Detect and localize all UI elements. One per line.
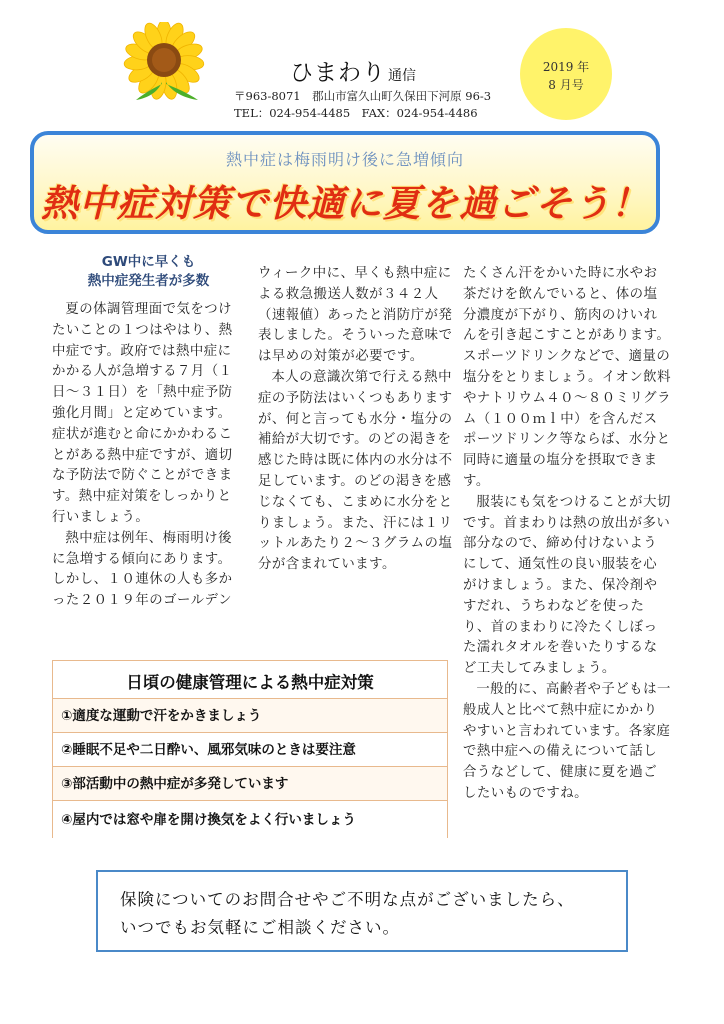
tip-item: ②睡眠不足や二日酔い、風邪気味のときは要注意 xyxy=(53,732,447,767)
article-column-2 xyxy=(258,264,454,576)
contact-line-1: 保険についてのお問合せやご不明な点がございましたら、 xyxy=(120,890,575,909)
tip-item: ③部活動中の熱中症が多発しています xyxy=(53,766,447,801)
paragraph: 夏の体調管理面で気をつけたいことの１つはやはり、熱中症です。政府では熱中症にかかる人が急増する７月（１日〜３１日）を「熱中症予防強化月間」と定めています。症状が進むと命にかかわることがある熱中症ですが、適切な予防法で防ぐことができます。熱中症対策をしっかりと行いましょう。 xyxy=(52,302,233,525)
tips-box xyxy=(52,660,448,838)
issue-year: 2019 年 xyxy=(542,60,590,74)
paragraph: ウィーク中に、早くも熱中症による救急搬送人数が３４２人（速報値）あったと消防庁が発表しました。そういった意味では早めの対策が必要です。 xyxy=(258,266,453,365)
article-heading-line2: 熱中症発生者が多数 xyxy=(87,273,210,289)
headline-banner xyxy=(30,131,660,234)
newsletter-title-suffix: 通信 xyxy=(388,68,416,84)
paragraph: 一般的に、高齢者や子どもは一般成人と比べて熱中症にかかりやすいと言われています。各家庭で熱中症への備えについて話し合うなどして、健康に夏を過ごしたいものですね。 xyxy=(463,681,671,801)
paragraph: たくさん汗をかいた時に水やお茶だけを飲んでいると、体の塩分濃度が下がり、筋肉のけいれんを引き起こすことがあります。スポーツドリンクなどで、適量の塩分をとりましょう。イオン飲料やナトリウム４０〜８０ミリグラム（１００ｍｌ中）を含んだスポーツドリンク等ならば、水分と同時に適量の塩分を摂取できます。 xyxy=(463,266,671,489)
article-column-1 xyxy=(52,300,245,612)
paragraph: 服装にも気をつけることが大切です。首まわりは熱の放出が多い部分なので、締め付けないようにして、通気性の良い服装を心がけましょう。また、保冷剤やすだれ、うちわなどを使ったり、首のまわりに冷たくしぼった濡れタオルを巻いたりするなど工夫してみましょう。 xyxy=(463,494,671,677)
article-heading xyxy=(52,253,245,291)
issue-badge xyxy=(520,28,612,120)
paragraph: 本人の意識次第で行える熱中症の予防法はいくつもありますが、何と言っても水分・塩分の補給が大切です。のどの渇きを感じた時は既に体内の水分は不足しています。のどの渇きを感じなくても、こまめに水分をとりましょう。また、汗には１リットルあたり２〜３グラムの塩分が含まれています。 xyxy=(258,369,453,573)
contact-box xyxy=(96,870,628,952)
banner-headline: 熱中症対策で快適に夏を過ごそう！ xyxy=(41,182,649,225)
address-line: 〒963-8071 郡山市富久山町久保田下河原 96-3 xyxy=(234,89,492,103)
banner-subtitle: 熱中症は梅雨明け後に急増傾向 xyxy=(225,150,464,169)
newsletter-name: ひまわり xyxy=(290,60,386,86)
newsletter-title xyxy=(290,54,416,87)
paragraph: 熱中症は例年、梅雨明け後に急増する傾向にあります。しかし、１０連休の人も多かった２０１９年のゴールデン xyxy=(52,530,233,609)
contact-line-2: いつでもお気軽にご相談ください。 xyxy=(120,918,400,937)
tips-title: 日頃の健康管理による熱中症対策 xyxy=(126,673,374,692)
phone-fax-line: TEL：024-954-4485 FAX：024-954-4486 xyxy=(234,106,478,120)
sunflower-logo-icon xyxy=(118,22,210,110)
article-column-3 xyxy=(463,264,671,805)
issue-month: 8 月号 xyxy=(548,78,584,92)
tip-item: ④屋内では窓や扉を開け換気をよく行いましょう xyxy=(53,800,447,839)
article-heading-line1: GW中に早くも xyxy=(101,254,196,270)
tip-item: ①適度な運動で汗をかきましょう xyxy=(53,698,447,733)
